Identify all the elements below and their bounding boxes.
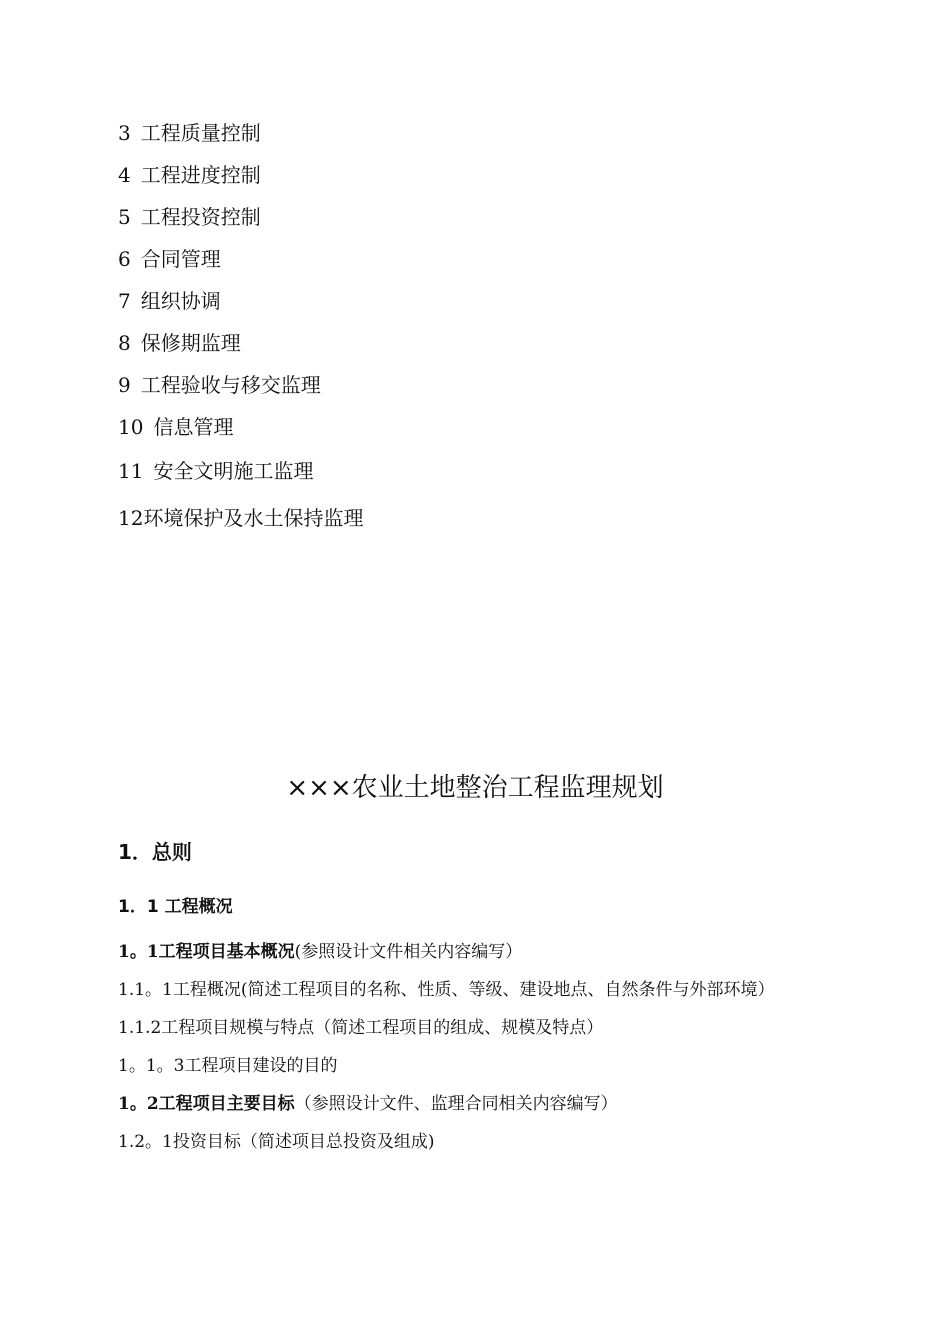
toc-item xyxy=(118,322,818,364)
toc-item-number: 6 xyxy=(118,247,131,271)
toc-item-label: 工程验收与移交监理 xyxy=(140,373,321,397)
toc-item xyxy=(118,448,818,495)
toc-item xyxy=(118,112,818,154)
paragraph-text: （参照设计文件、监理合同相关内容编写） xyxy=(294,1094,618,1114)
toc-item-number: 7 xyxy=(118,289,131,313)
table-of-contents xyxy=(118,112,818,542)
toc-item-number: 8 xyxy=(118,331,131,355)
toc-item xyxy=(118,238,818,280)
toc-item-number: 11 xyxy=(118,459,144,483)
toc-item-label: 工程质量控制 xyxy=(140,121,261,145)
toc-item-number: 12 xyxy=(118,506,144,530)
paragraph xyxy=(118,933,838,971)
paragraph: 1.1.2工程项目规模与特点（简述工程项目的组成、规模及特点） xyxy=(118,1018,604,1038)
paragraph: 1.2。1投资目标（简述项目总投资及组成) xyxy=(118,1132,435,1152)
paragraph: 1.1。1工程概况(简述工程项目的名称、性质、等级、建设地点、自然条件与外部环境） xyxy=(118,980,775,1000)
toc-item-number: 5 xyxy=(118,205,131,229)
document-title: ×××农业土地整治工程监理规划 xyxy=(286,773,664,803)
toc-item-label: 组织协调 xyxy=(140,289,221,313)
toc-item-label: 安全文明施工监理 xyxy=(153,459,314,483)
toc-item xyxy=(118,154,818,196)
toc-item-label: 环境保护及水土保持监理 xyxy=(143,506,364,530)
paragraph-bold-lead: 1。2工程项目主要目标 xyxy=(118,1094,295,1114)
document-body xyxy=(118,933,838,1161)
toc-item-label: 工程投资控制 xyxy=(140,205,261,229)
toc-item xyxy=(118,364,818,406)
toc-item-label: 信息管理 xyxy=(153,415,234,439)
section-heading: 1．总则 xyxy=(118,840,192,864)
subsection-heading: 1．1 工程概况 xyxy=(118,897,233,917)
toc-item-number: 10 xyxy=(118,415,144,439)
toc-item-number: 9 xyxy=(118,373,131,397)
toc-item xyxy=(118,406,818,448)
toc-item xyxy=(118,280,818,322)
toc-item-label: 合同管理 xyxy=(140,247,221,271)
toc-item-number: 4 xyxy=(118,163,131,187)
paragraph-bold-lead: 1。1工程项目基本概况 xyxy=(118,942,295,962)
toc-item-label: 工程进度控制 xyxy=(140,163,261,187)
toc-item xyxy=(118,196,818,238)
toc-item-label: 保修期监理 xyxy=(140,331,241,355)
paragraph xyxy=(118,1085,838,1123)
toc-item-number: 3 xyxy=(118,121,131,145)
paragraph: 1。1。3工程项目建设的目的 xyxy=(118,1056,338,1076)
paragraph-text: (参照设计文件相关内容编写） xyxy=(294,942,523,962)
toc-item xyxy=(118,495,818,542)
